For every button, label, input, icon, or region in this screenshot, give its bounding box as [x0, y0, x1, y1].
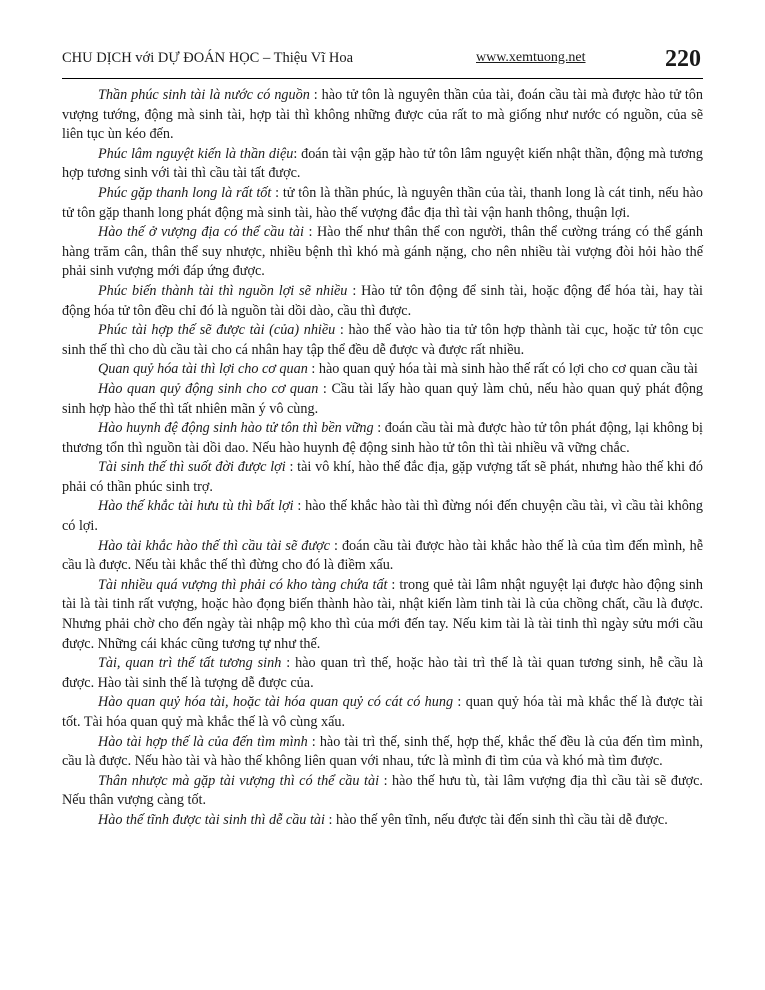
paragraph-lead: Tài, quan trì thế tất tương sinh [98, 655, 282, 672]
paragraph-text: : tài vô khí, hào thế đắc địa, gặp vượng tất sẽ phát, nhưng hào thế khi đó phải có thần phúc sinh trợ. [62, 459, 704, 495]
paragraph [62, 321, 703, 360]
paragraph-text: : hào tài trì thế, sinh thế, hợp thế, khắc thế đều là của đến tìm mình, cầu là được. Nếu hào tài và hào thế không liên quan với nhau, tức là mình đi tìm của và khó mà tìm được. [62, 733, 703, 770]
paragraph-lead: Tài sinh thế thì suốt đời được lợi [98, 459, 286, 476]
paragraph-text: : hào thế vào hào tia tử tôn hợp thành tài cục, hoặc tử tôn cục sinh thế thì cho dù cầu tài cho cá nhân hay tập thể đều dễ được và được rất nhiều. [62, 322, 704, 358]
paragraph [62, 576, 703, 654]
paragraph-text: : hào thế hưu tù, tài lâm vượng địa thì cầu tài sẽ được. Nếu thân vượng càng tốt. [62, 772, 703, 809]
book-title: CHU DỊCH với DỰ ĐOÁN HỌC – Thiệu Vĩ Hoa [62, 50, 354, 66]
paragraph-lead: Phúc gặp thanh long là rất tốt [98, 184, 272, 201]
paragraph-lead: Quan quỷ hóa tài thì lợi cho cơ quan [98, 361, 308, 378]
paragraph-text: : hào thế yên tĩnh, nếu được tài đến sinh thì cầu tài dễ được. [324, 811, 668, 828]
paragraph-text: : trong quẻ tài lâm nhật nguyệt lại được hào động sinh tài là tài tinh rất vượng, hoặc hào đọng biến thành hào tài, nhật kiến làm tinh tài là của chồng chất, cầu là được. Nhưng phải chờ cho đến ngày tài nhập mộ kho thì của mới đến tay. Nếu kim tài là tài tinh thì ngày sửu mới cầu được. Những cái khác cũng tương tự như thế. [62, 576, 703, 652]
paragraph [62, 497, 703, 536]
paragraph [62, 458, 703, 497]
paragraph-text: : Hào thế như thân thể con người, thân thể cường tráng có thể gánh hàng trăm cân, thân thể suy nhược, nhiều bệnh thì khó mà gánh nặng, cho nên nhiều tài vượng đòi hỏi hào thế phải sinh vượng mới đáp ứng được. [62, 224, 703, 280]
paragraph-text: : hào tử tôn là nguyên thần của tài, đoán cầu tài mà được hào tử tôn vượng tướng, động mà sinh tài, hợp tài thì không những được của rất to mà giống như nước có nguồn, của sẽ liên tục ùn kéo đến. [62, 87, 703, 143]
paragraph-text: : tử tôn là thần phúc, là nguyên thần của tài, thanh long là cát tinh, nếu hào tử tôn gặp thanh long phát động mà sinh tài, hào thế vượng đắc địa thì tài vận hanh thông, thuận lợi. [62, 184, 703, 221]
paragraph-lead: Phúc tài hợp thế sẽ được tài (của) nhiều [98, 322, 336, 339]
paragraph-lead: Tài nhiều quá vượng thì phải có kho tàng chứa tất [98, 576, 388, 593]
website-link[interactable]: www.xemtuong.net [476, 50, 586, 65]
paragraph [62, 419, 703, 458]
paragraph [62, 380, 703, 419]
paragraph-lead: Hào tài khắc hào thế thì cầu tài sẽ được [98, 537, 330, 554]
paragraph-lead: Thân nhược mà gặp tài vượng thì có thể cầu tài [98, 772, 380, 789]
paragraph [62, 145, 703, 184]
paragraph [62, 282, 703, 321]
paragraph-lead: Phúc lâm nguyệt kiến là thần diệu [98, 145, 294, 162]
paragraph-lead: Phúc biến thành tài thì nguồn lợi sẽ nhiều [98, 282, 348, 299]
paragraph [62, 654, 703, 693]
paragraph [62, 223, 703, 282]
paragraph-lead: Hào huynh đệ động sinh hào tử tôn thì bền vững [98, 420, 374, 437]
paragraph-text: : đoán cầu tài mà được hào tử tôn phát động, lại không bị thương tổn thì nguồn tài dồi dao. Nếu hào huynh đệ động sinh hào tử tôn thì tài nhiều vã vững chắc. [62, 420, 703, 456]
paragraph [62, 184, 703, 223]
paragraph-text: : đoán tài vận gặp hào tử tôn lâm nguyệt kiến nhật thần, động mà tương hợp tương sinh với tài thì cầu tài tất được. [62, 145, 703, 182]
paragraph-text: : hào thế khắc hào tài thì đừng nói đến chuyện cầu tài, vì cầu tài không có lợi. [62, 498, 703, 535]
paragraph-text: : Cầu tài lấy hào quan quỷ làm chủ, nếu hào quan quỷ phát động sinh hợp hào thế thì tất nhiên mãn ý vô cùng. [62, 380, 704, 417]
paragraph-lead: Hào quan quỷ động sinh cho cơ quan [98, 380, 319, 397]
page-body [62, 86, 703, 831]
paragraph-text: : hào quan quỷ hóa tài mà sinh hào thế rất có lợi cho cơ quan cầu tài [307, 361, 698, 378]
paragraph [62, 537, 703, 576]
paragraph-lead: Hào thế ở vượng địa có thể cầu tài [98, 224, 304, 241]
paragraph-lead: Hào tài hợp thế là của đến tìm mình [98, 733, 308, 750]
paragraph-text: : đoán cầu tài được hào tài khắc hào thế là của tìm đến mình, hễ cầu là được. Nếu tài khắc thế thì đừng cho đó là điềm xấu. [62, 537, 703, 574]
paragraph-text: : Hào tử tôn động để sinh tài, hoặc động để hóa tài, hay tài động hóa tử tôn đều chỉ đó là nguồn tài dồi dào, cầu thì được. [62, 282, 703, 319]
paragraph-lead: Hào thế khắc tài hưu tù thì bất lợi [98, 498, 294, 515]
paragraph-lead: Hào quan quỷ hóa tài, hoặc tài hóa quan quỷ có cát có hung [98, 694, 454, 711]
paragraph [62, 360, 703, 380]
paragraph-text: : hào quan trì thế, hoặc hào tài trì thế là tài quan tương sinh, hễ cầu là được. Hào tài sinh thế là tượng dễ được của. [62, 655, 703, 691]
paragraph [62, 733, 703, 772]
paragraph [62, 772, 703, 811]
paragraph-lead: Thần phúc sinh tài là nước có nguồn [98, 87, 310, 103]
paragraph [62, 693, 703, 732]
page-number: 220 [665, 46, 701, 72]
paragraph-text: : quan quỷ hóa tài mà khắc thế là được tài tốt. Tài hóa quan quỷ mà khắc thế là vô cùng xấu. [62, 694, 703, 730]
paragraph [62, 86, 703, 145]
page-header [62, 42, 703, 79]
paragraph [62, 811, 703, 831]
paragraph-lead: Hào thế tĩnh được tài sinh thì dễ cầu tài [98, 811, 325, 828]
